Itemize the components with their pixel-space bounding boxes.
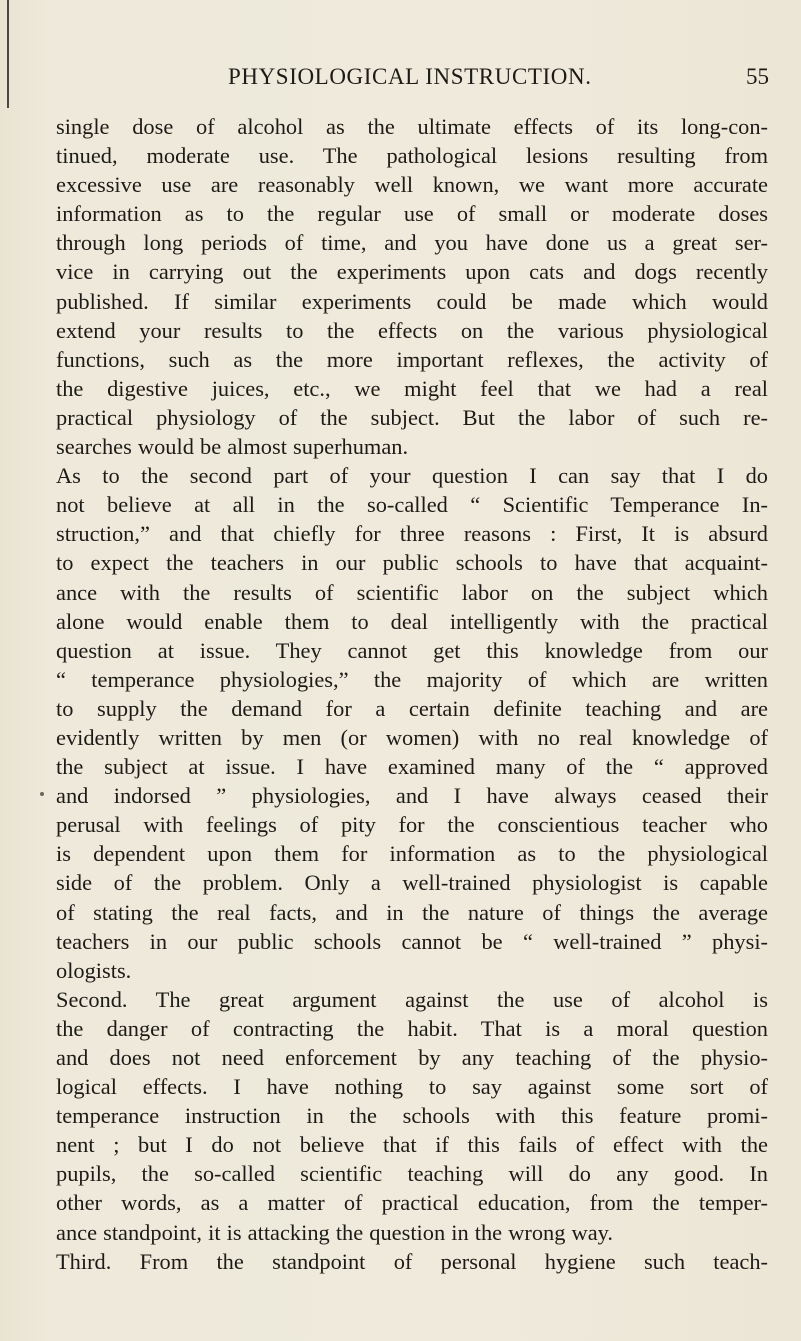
text-line: perusal with feelings of pity for the conscientious teacher who	[56, 812, 768, 838]
text-line: “ temperance physiologies,” the majority of which are written	[56, 666, 768, 692]
text-line: vice in carrying out the experiments upon cats and dogs recently	[56, 259, 768, 285]
text-line: through long periods of time, and you have done us a great ser-	[56, 230, 768, 256]
text-line: struction,” and that chiefly for three reasons : First, It is absurd	[56, 521, 768, 547]
text-line: evidently written by men (or women) with no real knowledge of	[56, 724, 768, 750]
text-line: excessive use are reasonably well known, we want more accurate	[56, 172, 768, 198]
text-line: As to the second part of your question I can say that I do	[56, 463, 768, 489]
text-line: is dependent upon them for information as to the physiological	[56, 841, 768, 867]
text-line: functions, such as the more important reflexes, the activity of	[56, 346, 768, 372]
text-line: other words, as a matter of practical education, from the temper-	[56, 1190, 768, 1216]
text-line: the subject at issue. I have examined many of the “ approved	[56, 754, 768, 780]
text-line: information as to the regular use of small or moderate doses	[56, 201, 768, 227]
text-line: Third. From the standpoint of personal hygiene such teach-	[56, 1248, 768, 1274]
text-line: not believe at all in the so-called “ Scientific Temperance In-	[56, 492, 768, 518]
text-line: temperance instruction in the schools with this feature promi-	[56, 1103, 768, 1129]
text-line: Second. The great argument against the use of alcohol is	[56, 986, 768, 1012]
page-number: 55	[746, 64, 769, 89]
text-line: ance standpoint, it is attacking the question in the wrong way.	[56, 1219, 613, 1245]
text-line: to expect the teachers in our public schools to have that acquaint-	[56, 550, 768, 576]
text-line: pupils, the so-called scientific teaching will do any good. In	[56, 1161, 768, 1187]
text-line: teachers in our public schools cannot be “ well-trained ” physi-	[56, 928, 768, 954]
ink-speck	[40, 792, 44, 796]
binding-edge-line	[7, 0, 9, 108]
text-line: the danger of contracting the habit. That is a moral question	[56, 1015, 768, 1041]
text-line: nent ; but I do not believe that if this fails of effect with the	[56, 1132, 768, 1158]
text-line: logical effects. I have nothing to say against some sort of	[56, 1074, 768, 1100]
running-head: PHYSIOLOGICAL INSTRUCTION.	[228, 64, 592, 89]
text-line: ance with the results of scientific labor on the subject which	[56, 579, 768, 605]
body-text	[56, 112, 768, 1276]
text-line: searches would be almost superhuman.	[56, 434, 409, 460]
text-line: of stating the real facts, and in the nature of things the average	[56, 899, 768, 925]
text-line: ologists.	[56, 957, 132, 983]
page-header	[228, 64, 769, 94]
text-line: to supply the demand for a certain definite teaching and are	[56, 695, 768, 721]
text-line: and does not need enforcement by any teaching of the physio-	[56, 1045, 768, 1070]
text-line: the digestive juices, etc., we might feel that we had a real	[56, 375, 768, 401]
text-line: question at issue. They cannot get this knowledge from our	[56, 637, 768, 663]
text-line: single dose of alcohol as the ultimate effects of its long-con-	[56, 114, 768, 139]
text-line: extend your results to the effects on the various physiological	[56, 317, 768, 343]
text-line: practical physiology of the subject. But the labor of such re-	[56, 404, 768, 430]
text-line: and indorsed ” physiologies, and I have always ceased their	[56, 783, 768, 809]
text-line: alone would enable them to deal intelligently with the practical	[56, 608, 768, 634]
text-line: published. If similar experiments could be made which would	[56, 288, 768, 314]
text-line: side of the problem. Only a well-trained physiologist is capable	[56, 870, 768, 896]
text-line: tinued, moderate use. The pathological lesions resulting from	[56, 143, 768, 169]
